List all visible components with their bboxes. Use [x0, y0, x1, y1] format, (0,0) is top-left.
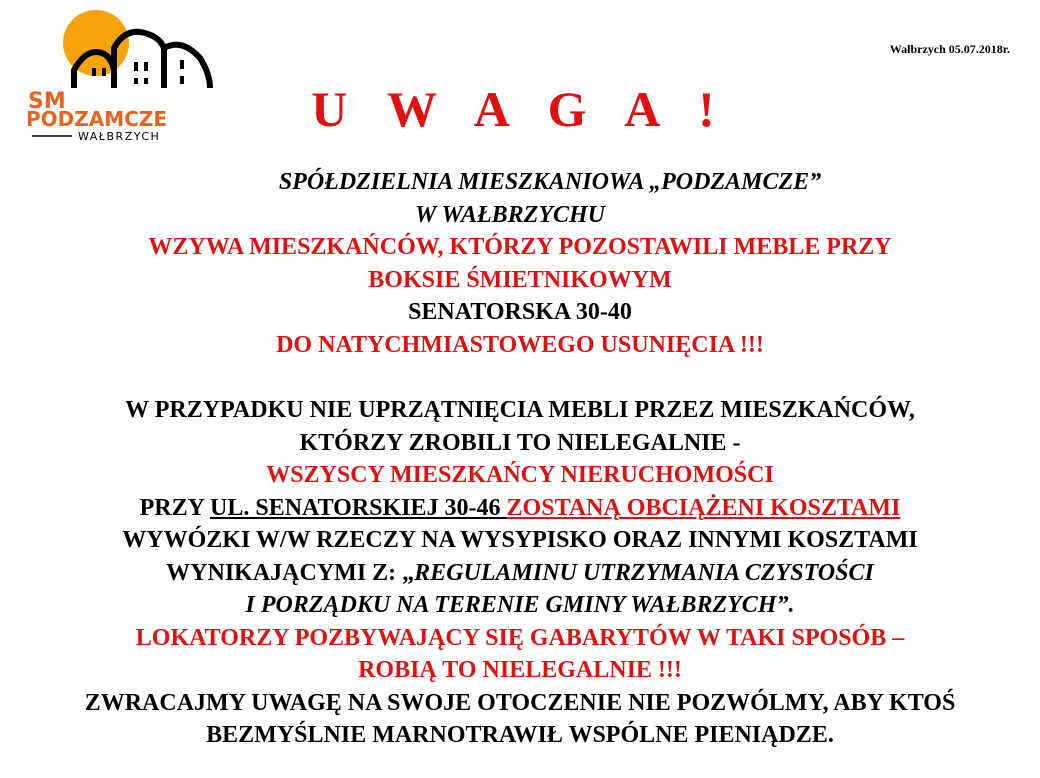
notice-line	[0, 492, 1040, 525]
notice-line: WYWÓZKI W/W RZECZY NA WYSYPISKO ORAZ INNYMI KOSZTAMI	[122, 527, 918, 553]
notice-body	[0, 166, 1040, 752]
notice-line: W WAŁBRZYCHU	[414, 201, 606, 228]
logo-podzamcze-text: PODZAMCZE	[26, 107, 167, 131]
logo-sm-text: SM	[28, 89, 66, 114]
notice-line: WSZYSCY MIESZKAŃCY NIERUCHOMOŚCI	[266, 462, 774, 488]
notice-line: ZWRACAJMY UWAGĘ NA SWOJE OTOCZENIE NIE POZWÓLMY, ABY KTOŚ	[84, 689, 956, 716]
notice-warning: ZOSTANĄ OBCIĄŻENI KOSZTAMI	[506, 494, 901, 521]
notice-text: PRZY	[139, 494, 211, 521]
notice-line: LOKATORZY POZBYWAJĄCY SIĘ GABARYTÓW W TAKI SPOSÓB –	[135, 624, 905, 651]
page-title: U W A G A !	[311, 81, 729, 137]
notice-line: SPÓŁDZIELNIA MIESZKANIOWA „PODZAMCZE”	[278, 169, 822, 195]
document-date: Wałbrzych 05.07.2018r.	[889, 42, 1010, 56]
notice-line: BOKSIE ŚMIETNIKOWYM	[368, 266, 672, 293]
notice-line: BEZMYŚLNIE MARNOTRAWIŁ WSPÓLNE PIENIĄDZE.	[206, 722, 834, 748]
notice-line: I PORZĄDKU NA TERENIE GMINY WAŁBRZYCH”.	[245, 592, 795, 618]
notice-line: DO NATYCHMIASTOWEGO USUNIĘCIA !!!	[276, 331, 764, 358]
notice-regulation: REGULAMINU UTRZYMANIA CZYSTOŚCI	[414, 559, 874, 586]
notice-line: W PRZYPADKU NIE UPRZĄTNIĘCIA MEBLI PRZEZ MIESZKAŃCÓW,	[125, 397, 915, 423]
notice-line: WZYWA MIESZKAŃCÓW, KTÓRZY POZOSTAWILI MEBLE PRZY	[148, 234, 892, 260]
notice-line: ROBIĄ TO NIELEGALNIE !!!	[358, 657, 682, 683]
notice-address: UL. SENATORSKIEJ 30-46	[210, 494, 507, 521]
notice-text: WYNIKAJĄCYMI Z: „	[166, 559, 415, 586]
notice-line: KTÓRZY ZROBILI TO NIELEGALNIE -	[299, 429, 741, 456]
notice-line	[0, 557, 1040, 590]
notice-line: SENATORSKA 30-40	[408, 299, 632, 325]
logo-walbrzych-text: WAŁBRZYCH	[78, 130, 161, 143]
